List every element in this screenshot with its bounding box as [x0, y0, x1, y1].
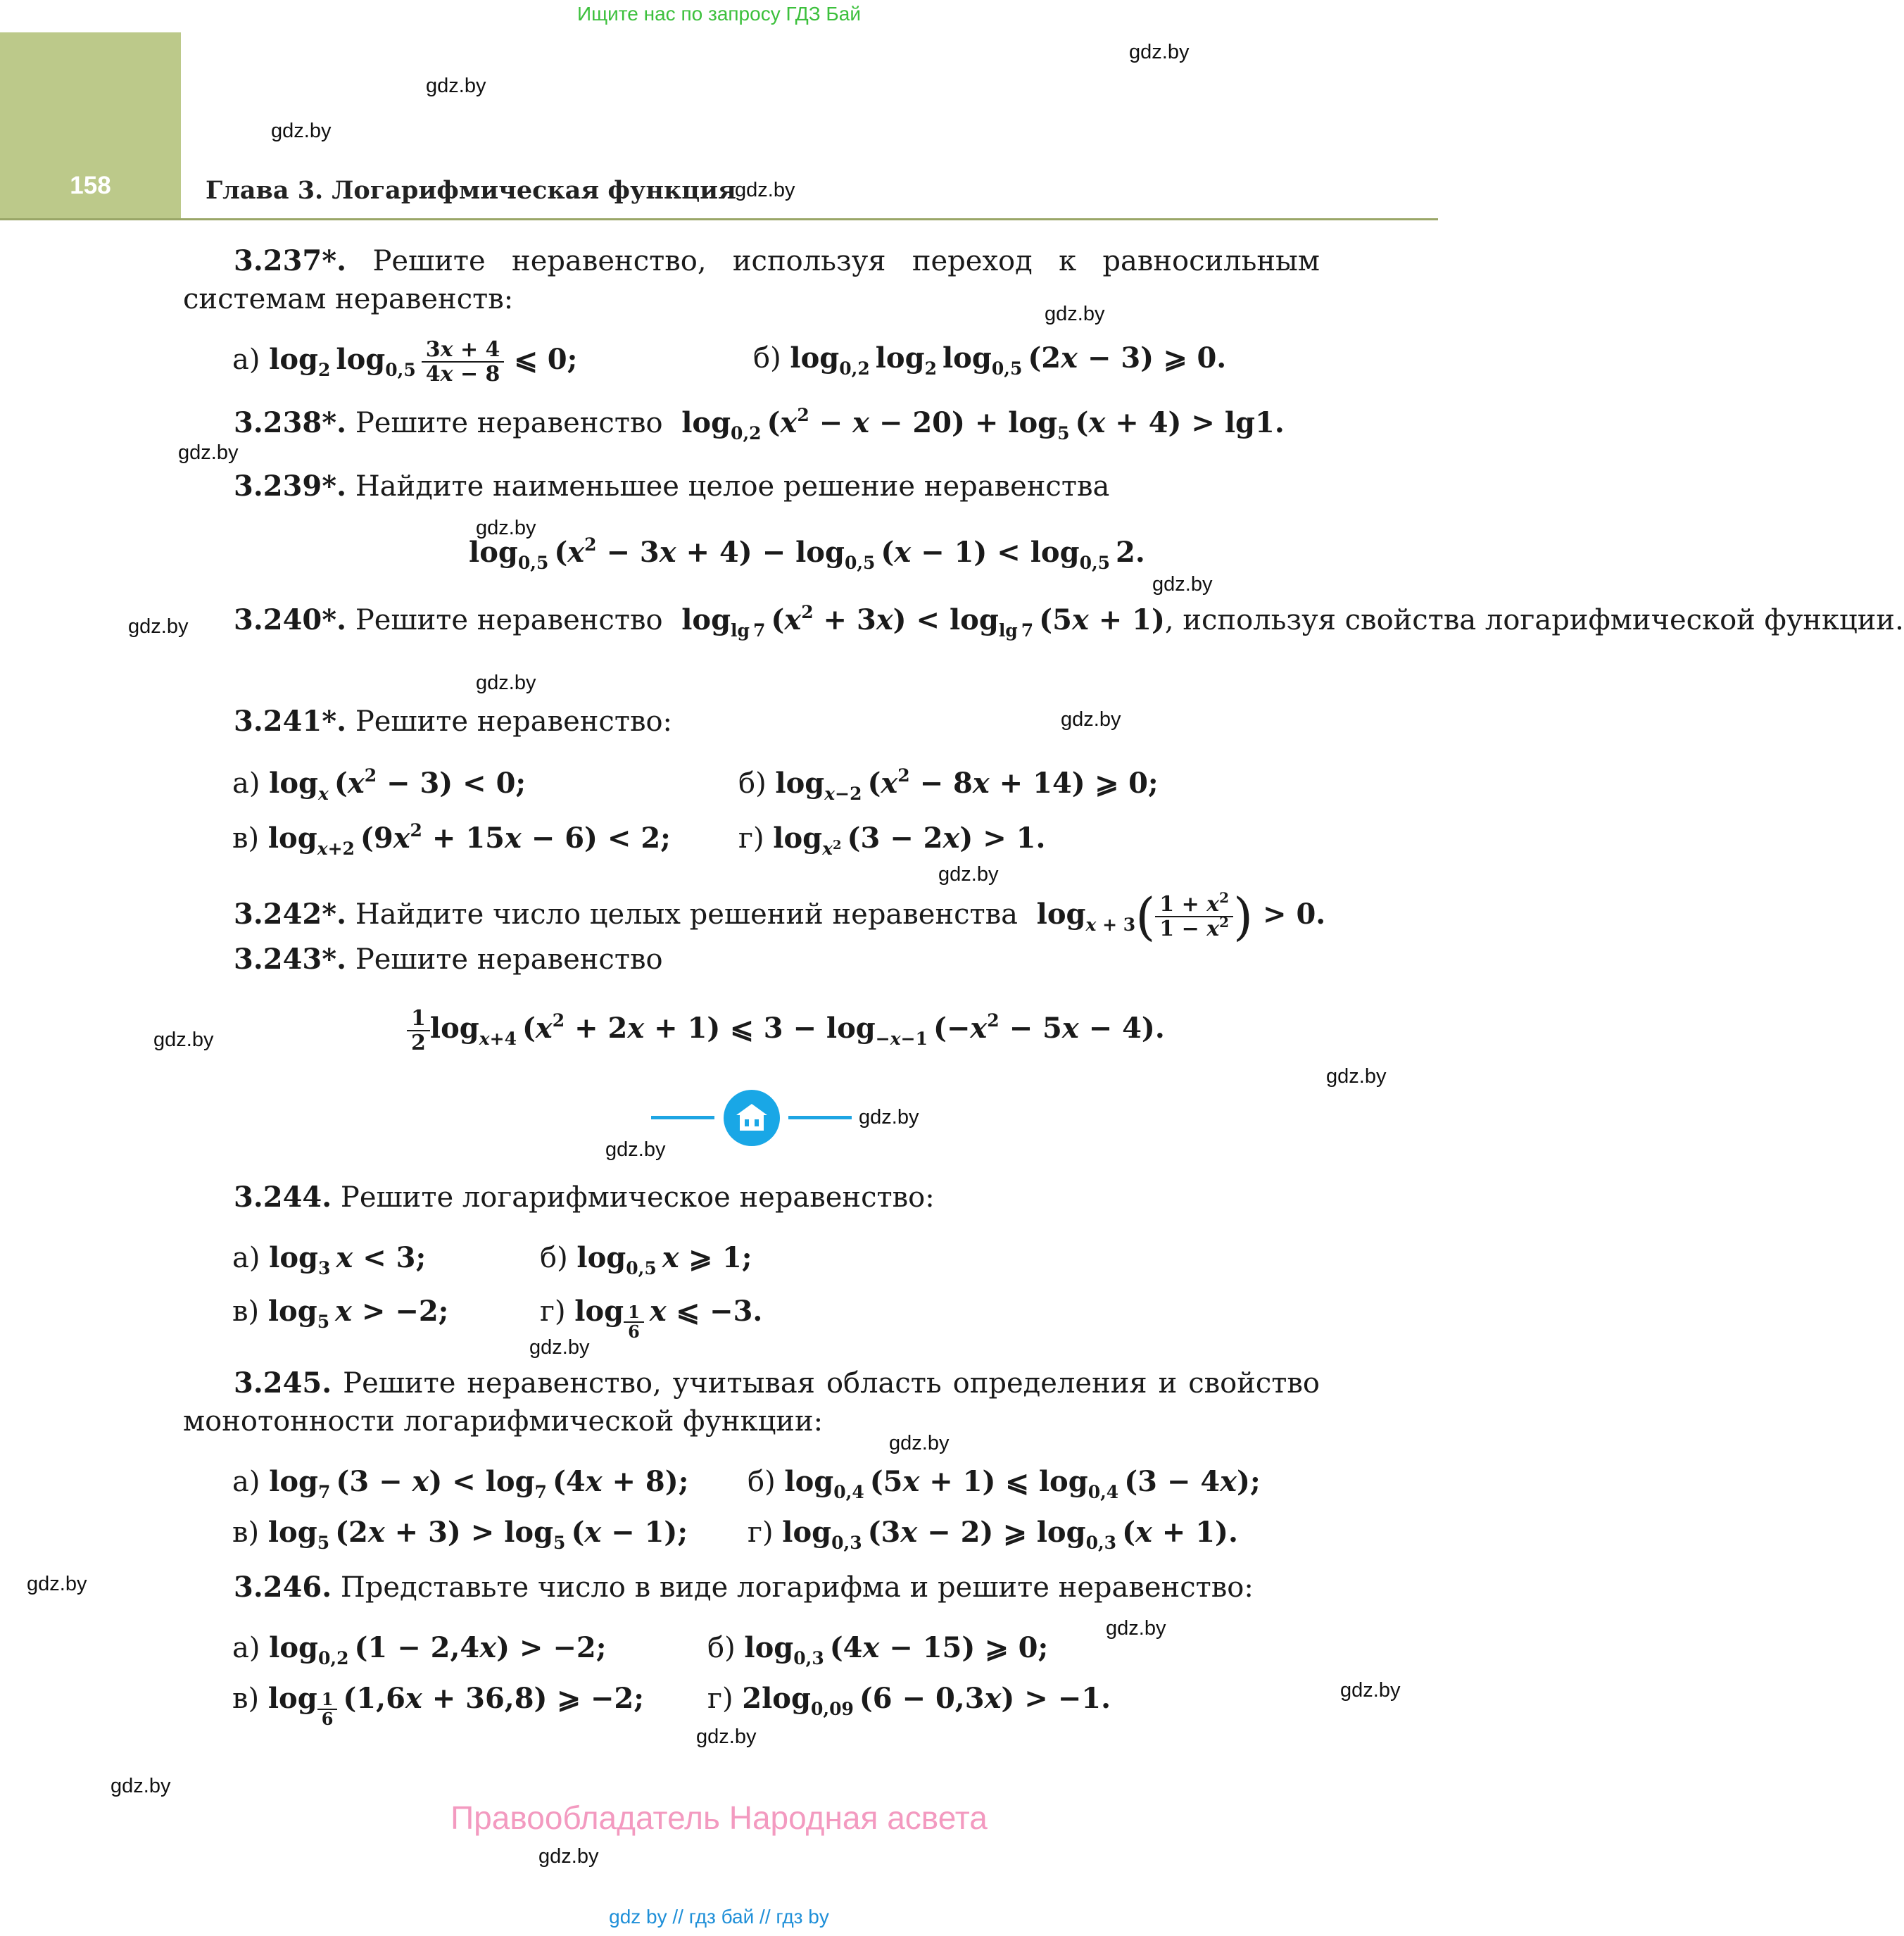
formula: $\log_x (x^2 - 3) < 0$; — [269, 765, 527, 804]
watermark: gdz.by — [938, 863, 999, 886]
formula: $\log_{0,4} (5x + 1)$ ⩽ $\log_{0,4} (3 - 4x)$; — [784, 1465, 1261, 1502]
item-label: г) — [707, 1683, 733, 1715]
problem-number: 3.241*. — [234, 705, 347, 738]
problem-3-245-b — [748, 1463, 1261, 1501]
watermark: gdz.by — [696, 1726, 757, 1748]
item-label: а) — [232, 1242, 260, 1274]
watermark: gdz.by — [1152, 573, 1213, 596]
problem-text: Решите неравенство — [355, 407, 663, 439]
page-number: 158 — [70, 172, 111, 199]
problem-3-246-b — [707, 1629, 1048, 1667]
divider-line-right — [788, 1116, 852, 1119]
problem-text: Решите неравенство — [355, 604, 663, 636]
problem-3-237-statement — [183, 242, 1320, 318]
item-label: б) — [748, 1466, 776, 1498]
problem-text: Найдите наименьшее целое решение неравенства — [355, 470, 1110, 503]
problem-3-246-a — [232, 1629, 606, 1667]
problem-3-245-statement — [183, 1364, 1320, 1440]
formula: $2\log_{0,09}$ (6 − 0,3x) > −1. — [742, 1682, 1111, 1719]
watermark: gdz.by — [111, 1775, 171, 1797]
problem-3-244-a — [232, 1239, 426, 1277]
problem-3-244 — [234, 1178, 935, 1217]
formula: $\log_5 (2x + 3) > \log_5 (x - 1)$; — [267, 1516, 688, 1553]
item-label: б) — [707, 1632, 736, 1664]
formula: $\log_3 x < 3$; — [269, 1241, 427, 1278]
watermark: gdz.by — [538, 1845, 599, 1868]
problem-3-245-c — [232, 1514, 688, 1552]
home-icon — [724, 1090, 780, 1146]
problem-3-241 — [234, 703, 672, 741]
watermark: gdz.by — [153, 1029, 214, 1051]
formula: $\log_{x-2} (x^2 - 8x + 14)$ ⩾ 0; — [775, 765, 1159, 804]
watermark: gdz.by — [1326, 1065, 1387, 1088]
watermark: gdz.by — [1340, 1679, 1401, 1702]
problem-number: 3.242*. — [234, 898, 347, 931]
formula: $\log_{0,2} (x^2 - x - 20) + \log_5 (x + 4) > \lg 1$. — [672, 405, 1285, 444]
problem-3-244-d — [540, 1293, 762, 1341]
formula: $\log_{x+2} (9x^2 + 15x - 6) < 2$; — [267, 820, 671, 859]
problem-number: 3.243*. — [234, 943, 347, 976]
problem-number: 3.245. — [234, 1366, 332, 1400]
formula: log $\frac{1}{6}$ (1,6x + 36,8) ⩾ −2; — [267, 1682, 644, 1729]
problem-3-239-formula: $\log_{0,5} (x^2 - 3x + 4) - \log_{0,5} (x - 1) < \log_{0,5} 2$. — [469, 534, 1145, 573]
problem-number: 3.239*. — [234, 470, 347, 503]
watermark: gdz.by — [889, 1432, 950, 1454]
problem-3-239 — [234, 467, 1109, 505]
problem-number: 3.246. — [234, 1571, 332, 1604]
item-label: г) — [540, 1295, 566, 1328]
formula: $\log_{x + 3}$( $\frac{1 + x^2}{1 - x^2}$ ) > 0. — [1026, 887, 1326, 946]
problem-3-244-b — [540, 1239, 752, 1277]
problem-text: Решите неравенство: — [355, 705, 673, 738]
problem-3-237-b — [753, 339, 1226, 377]
watermark: gdz.by — [1045, 303, 1105, 325]
formula: $\log_5 x > -2$; — [267, 1295, 449, 1332]
watermark: gdz.by — [735, 179, 795, 201]
formula: $\log_{0,5} x$ ⩾ 1; — [576, 1241, 752, 1278]
item-label: в) — [232, 1516, 260, 1549]
problem-text-cont: , используя свойства логарифмической функции. — [1164, 604, 1904, 636]
watermark: gdz.by — [1129, 41, 1190, 63]
formula: $\log_{x^2} (3 - 2x) > 1$. — [773, 822, 1046, 859]
problem-text: Решите неравенство, учитывая область определения и свойство монотонности логарифмической функции: — [183, 1367, 1320, 1438]
item-label: б) — [738, 767, 767, 800]
divider-line-left — [651, 1116, 714, 1119]
chapter-title: Глава 3. Логарифмическая функция — [206, 176, 736, 205]
problem-3-246-d — [707, 1680, 1111, 1718]
formula: $\log_{0,2} (1 - 2,4x) > -2$; — [269, 1631, 607, 1668]
problem-3-241-c — [232, 819, 671, 857]
watermark: gdz.by — [476, 672, 536, 694]
watermark: gdz.by — [128, 615, 189, 638]
problem-3-243 — [234, 941, 663, 979]
problem-3-241-d — [738, 819, 1045, 857]
formula: $\log_7 (3 - x) < \log_7 (4x + 8)$; — [269, 1465, 689, 1502]
problem-3-240-line1 — [234, 601, 1904, 639]
formula: $\log_{lg 7} (x^2 + 3x) < \log_{lg 7} (5x + 1)$ — [672, 602, 1165, 641]
top-banner[interactable]: Ищите нас по запросу ГДЗ Бай — [576, 3, 862, 25]
item-label: в) — [232, 1295, 260, 1328]
problem-number: 3.237*. — [234, 244, 347, 277]
header-rule — [0, 218, 1438, 220]
problem-3-237-a — [232, 338, 577, 386]
item-label: а) — [232, 1466, 260, 1498]
problem-3-243-formula: $\frac{1}{2}$ $\log_{x+4} (x^2 + 2x + 1)$ ⩽ $3 - \log_{-x-1} (-x^2 - 5x - 4)$. — [407, 1007, 1165, 1055]
problem-3-246 — [234, 1569, 1254, 1607]
watermark: gdz.by — [178, 441, 239, 464]
problem-number: 3.244. — [234, 1181, 332, 1214]
problem-text: Найдите число целых решений неравенства — [355, 898, 1019, 931]
item-label: а) — [232, 344, 260, 376]
formula: $\log_{0,3} (4x - 15)$ ⩾ 0; — [744, 1631, 1049, 1668]
formula: $\log_{0,2} \log_2 \log_{0,5} (2x - 3)$ ⩾ 0. — [790, 341, 1227, 379]
problem-text: Представьте число в виде логарифма и решите неравенство: — [340, 1571, 1254, 1604]
watermark: gdz.by — [859, 1106, 919, 1129]
problem-text: Решите логарифмическое неравенство: — [340, 1181, 935, 1214]
problem-3-244-c — [232, 1293, 448, 1331]
problem-3-242 — [234, 887, 1326, 946]
problem-3-245-a — [232, 1463, 688, 1501]
item-label: г) — [738, 822, 764, 855]
item-label: г) — [748, 1516, 774, 1549]
problem-text: Решите неравенство — [355, 943, 663, 976]
copyright-notice: Правообладатель Народная асвета — [450, 1799, 988, 1836]
footer-links[interactable]: gdz by // гдз бай // гдз by — [609, 1906, 829, 1928]
problem-number: 3.238*. — [234, 406, 347, 439]
watermark: gdz.by — [27, 1573, 87, 1595]
item-label: а) — [232, 1632, 260, 1664]
watermark: gdz.by — [1106, 1617, 1166, 1640]
problem-3-245-d — [748, 1514, 1238, 1552]
item-label: б) — [753, 342, 781, 375]
item-label: в) — [232, 822, 260, 855]
watermark: gdz.by — [1061, 708, 1121, 731]
watermark: gdz.by — [476, 517, 536, 539]
problem-3-246-c — [232, 1680, 644, 1728]
watermark: gdz.by — [529, 1336, 590, 1359]
formula: $\log_{0,3} (3x - 2)$ ⩾ $\log_{0,3} (x + 1)$. — [782, 1516, 1238, 1553]
formula: $\log_2 \log_{0,5}$ $\frac{3x + 4}{4x - 8}$ ⩽ 0; — [269, 337, 578, 386]
problem-number: 3.240*. — [234, 603, 347, 636]
item-label: а) — [232, 767, 260, 800]
problem-text: Решите неравенство, используя переход к равносильным системам неравенств: — [183, 245, 1320, 315]
watermark: gdz.by — [426, 75, 486, 97]
item-label: б) — [540, 1242, 568, 1274]
problem-3-241-a — [232, 765, 526, 803]
item-label: в) — [232, 1683, 260, 1715]
watermark: gdz.by — [271, 120, 332, 142]
problem-3-238 — [234, 404, 1285, 442]
formula: log $\frac{1}{6}$ x ⩽ −3. — [574, 1295, 763, 1342]
problem-3-241-b — [738, 765, 1159, 803]
watermark: gdz.by — [605, 1138, 666, 1161]
